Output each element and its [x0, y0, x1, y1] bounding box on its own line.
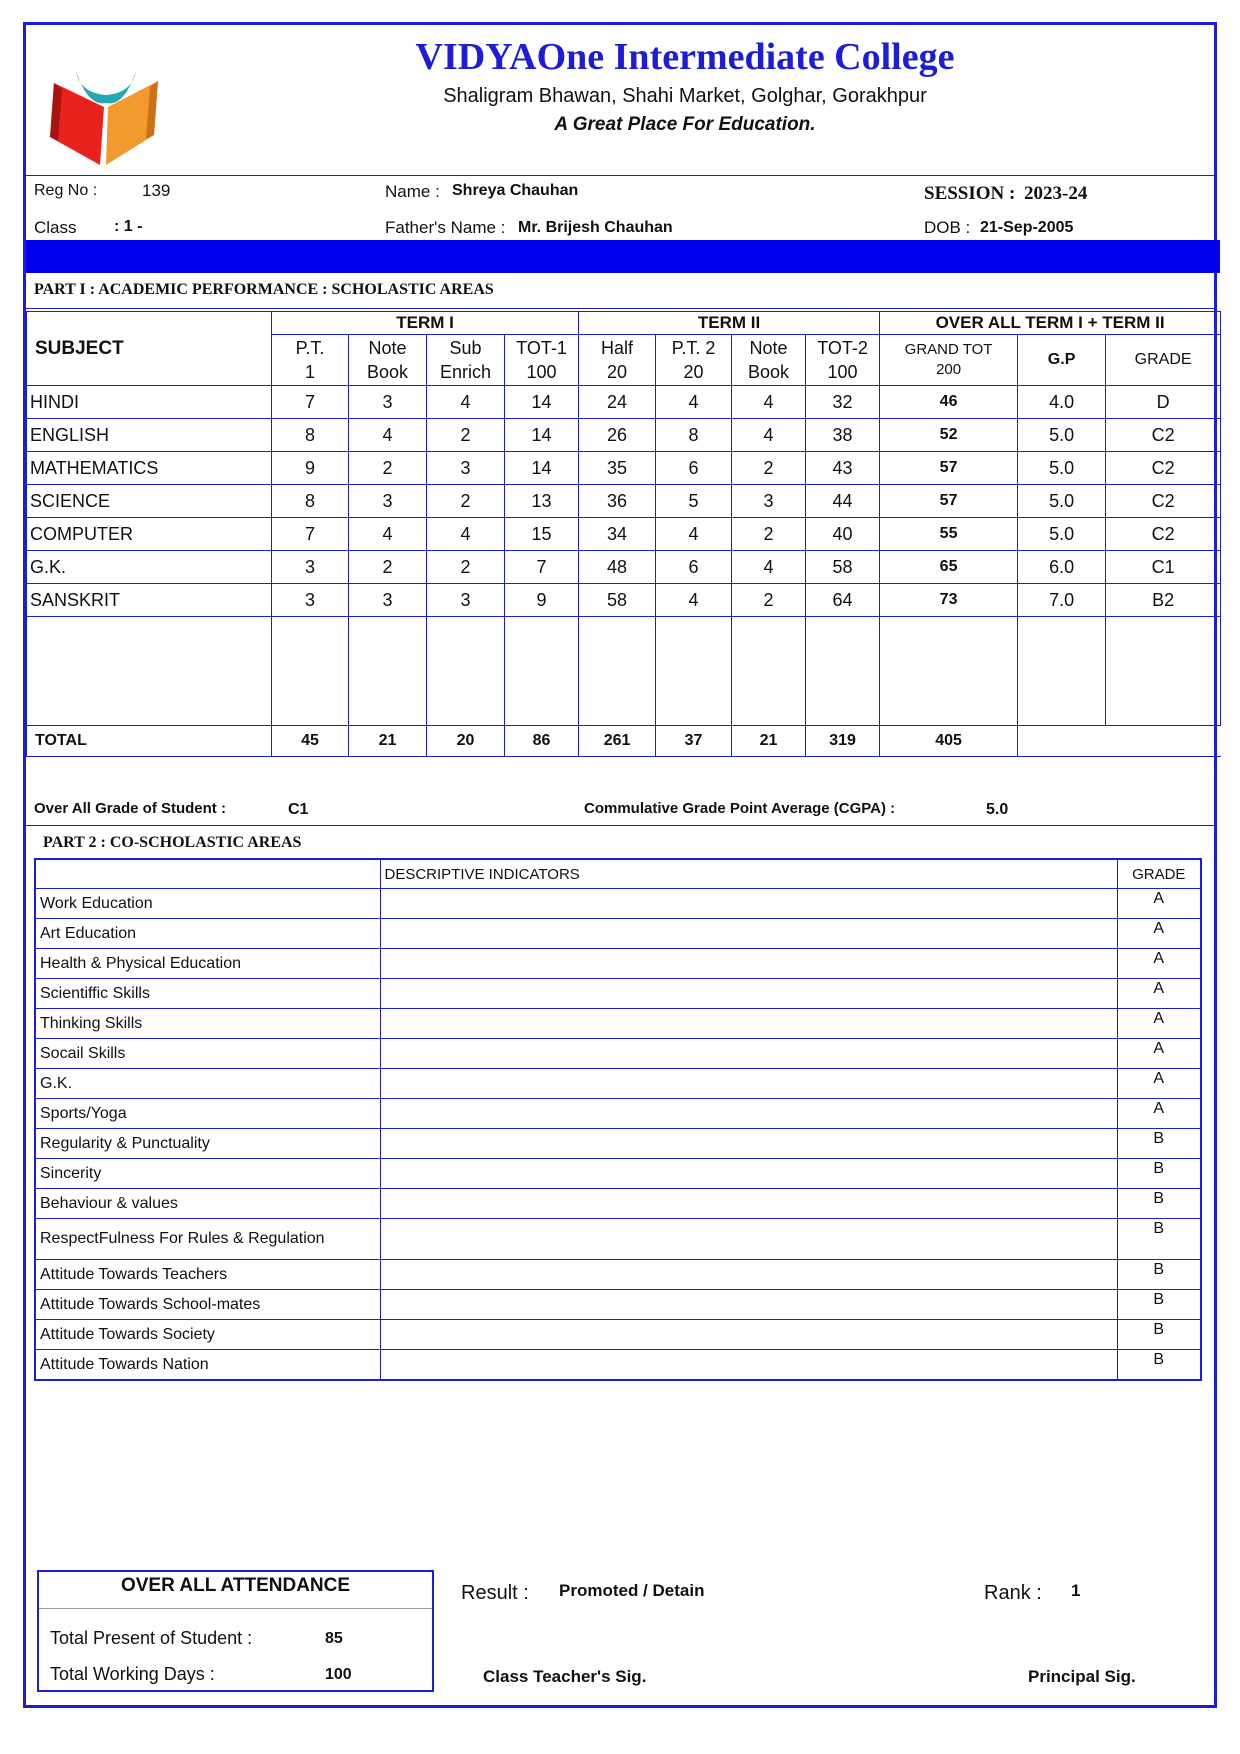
descriptive-indicator [380, 889, 1117, 919]
class-teacher-signature: Class Teacher's Sig. [483, 1667, 647, 1686]
mark-se: 2 [427, 551, 505, 584]
mark-pt1: 9 [272, 452, 349, 485]
college-name: VIDYAOne Intermediate College [415, 36, 955, 78]
mark-grade: C2 [1106, 518, 1221, 551]
area-header [35, 859, 380, 889]
mark-gt: 73 [880, 584, 1018, 617]
mark-pt2: 4 [656, 518, 732, 551]
mark-pt2: 6 [656, 551, 732, 584]
co-scholastic-row [35, 1189, 1201, 1219]
mark-tot1: 13 [505, 485, 579, 518]
total-subenrich: 20 [427, 726, 505, 757]
class-value: : 1 - [114, 218, 143, 235]
mark-gt: 65 [880, 551, 1018, 584]
mark-nb1: 3 [349, 485, 427, 518]
mark-tot1: 14 [505, 452, 579, 485]
co-scholastic-row [35, 1099, 1201, 1129]
total-pt2: 37 [656, 726, 732, 757]
descriptive-indicator [380, 979, 1117, 1009]
mark-nb1: 4 [349, 419, 427, 452]
scholastic-table [26, 311, 1221, 757]
mark-gp: 4.0 [1018, 386, 1106, 419]
subject-row [27, 452, 1221, 485]
area-grade: A [1117, 919, 1201, 949]
overall-grade-value: C1 [288, 801, 309, 818]
descriptive-indicator [380, 949, 1117, 979]
present-value: 85 [325, 1630, 343, 1647]
mark-gt: 57 [880, 485, 1018, 518]
descriptive-indicator [380, 1290, 1117, 1320]
mark-tot2: 40 [806, 518, 880, 551]
cgpa-label: Commulative Grade Point Average (CGPA) : [584, 800, 896, 817]
area-grade: B [1117, 1290, 1201, 1320]
col-tot2: TOT-2 100 [806, 335, 880, 386]
mark-nb1: 2 [349, 551, 427, 584]
rank-value: 1 [1071, 1581, 1081, 1600]
area-name: Thinking Skills [35, 1009, 380, 1039]
mark-nb2: 2 [732, 584, 806, 617]
col-gp: G.P [1018, 335, 1106, 386]
area-grade: B [1117, 1260, 1201, 1290]
divider [39, 1608, 432, 1609]
subject-row [27, 551, 1221, 584]
area-grade: A [1117, 979, 1201, 1009]
area-grade: A [1117, 1009, 1201, 1039]
area-name: Health & Physical Education [35, 949, 380, 979]
mark-nb2: 4 [732, 551, 806, 584]
total-empty [1018, 726, 1221, 757]
mark-se: 2 [427, 419, 505, 452]
mark-pt1: 7 [272, 386, 349, 419]
mark-tot2: 32 [806, 386, 880, 419]
area-grade: B [1117, 1159, 1201, 1189]
area-name: Sports/Yoga [35, 1099, 380, 1129]
subject-name: SCIENCE [27, 485, 272, 518]
area-grade: A [1117, 1069, 1201, 1099]
divider [26, 175, 1214, 176]
mark-nb1: 2 [349, 452, 427, 485]
mark-pt2: 6 [656, 452, 732, 485]
mark-tot1: 14 [505, 386, 579, 419]
mark-se: 4 [427, 386, 505, 419]
working-value: 100 [325, 1666, 352, 1683]
subject-name: G.K. [27, 551, 272, 584]
mark-se: 4 [427, 518, 505, 551]
student-name: Shreya Chauhan [452, 182, 579, 199]
overall-grade-label: Over All Grade of Student : [34, 800, 226, 817]
subject-name: HINDI [27, 386, 272, 419]
mark-nb2: 2 [732, 518, 806, 551]
mark-nb1: 4 [349, 518, 427, 551]
co-scholastic-row [35, 1039, 1201, 1069]
area-grade: B [1117, 1320, 1201, 1350]
area-name: RespectFulness For Rules & Regulation [35, 1219, 380, 1260]
session-label: SESSION : [924, 183, 1016, 204]
subject-row [27, 584, 1221, 617]
total-notebook1: 21 [349, 726, 427, 757]
divider [26, 308, 1214, 309]
mark-gt: 57 [880, 452, 1018, 485]
descriptive-indicator [380, 1260, 1117, 1290]
reg-label: Reg No : [34, 182, 98, 199]
co-scholastic-row [35, 1350, 1201, 1381]
mark-gp: 7.0 [1018, 584, 1106, 617]
term2-header: TERM II [579, 312, 880, 335]
co-scholastic-row [35, 1159, 1201, 1189]
descriptive-indicator [380, 1129, 1117, 1159]
mark-gt: 46 [880, 386, 1018, 419]
subject-row [27, 518, 1221, 551]
mark-grade: D [1106, 386, 1221, 419]
descriptive-indicator [380, 1099, 1117, 1129]
area-name: Sincerity [35, 1159, 380, 1189]
college-tagline: A Great Place For Education. [554, 114, 816, 135]
col-notebook2: Note Book [732, 335, 806, 386]
mark-half: 48 [579, 551, 656, 584]
result-value: Promoted / Detain [559, 1581, 705, 1600]
attendance-title: OVER ALL ATTENDANCE [120, 1575, 351, 1596]
mark-pt1: 8 [272, 419, 349, 452]
mark-tot2: 44 [806, 485, 880, 518]
col-pt1: P.T. 1 [272, 335, 349, 386]
area-grade: B [1117, 1350, 1201, 1381]
mark-grade: C2 [1106, 452, 1221, 485]
area-name: Socail Skills [35, 1039, 380, 1069]
mark-gp: 5.0 [1018, 485, 1106, 518]
co-scholastic-row [35, 919, 1201, 949]
mark-grade: B2 [1106, 584, 1221, 617]
co-scholastic-row [35, 1129, 1201, 1159]
subject-name: MATHEMATICS [27, 452, 272, 485]
mark-gp: 5.0 [1018, 518, 1106, 551]
area-grade: B [1117, 1129, 1201, 1159]
descriptive-indicator [380, 1009, 1117, 1039]
mark-pt2: 8 [656, 419, 732, 452]
descriptive-indicator [380, 1039, 1117, 1069]
col-grandtot: GRAND TOT 200 [880, 335, 1018, 386]
total-half: 261 [579, 726, 656, 757]
mark-tot1: 7 [505, 551, 579, 584]
mark-tot1: 15 [505, 518, 579, 551]
mark-nb2: 2 [732, 452, 806, 485]
mark-half: 24 [579, 386, 656, 419]
mark-pt1: 7 [272, 518, 349, 551]
total-row [27, 726, 1221, 757]
mark-half: 35 [579, 452, 656, 485]
area-name: Scientiffic Skills [35, 979, 380, 1009]
co-scholastic-table [34, 858, 1202, 1381]
total-label: TOTAL [27, 726, 272, 757]
area-name: Attitude Towards Society [35, 1320, 380, 1350]
area-name: Work Education [35, 889, 380, 919]
report-card [23, 22, 1217, 1708]
working-label: Total Working Days : [50, 1664, 215, 1684]
descriptive-indicator [380, 1189, 1117, 1219]
area-name: G.K. [35, 1069, 380, 1099]
session-value: 2023-24 [1024, 183, 1088, 204]
mark-half: 58 [579, 584, 656, 617]
term1-header: TERM I [272, 312, 579, 335]
area-grade: B [1117, 1189, 1201, 1219]
father-name: Mr. Brijesh Chauhan [518, 219, 673, 236]
subject-name: SANSKRIT [27, 584, 272, 617]
area-name: Attitude Towards Teachers [35, 1260, 380, 1290]
subject-header: SUBJECT [27, 312, 272, 386]
descriptive-indicator [380, 1350, 1117, 1381]
area-name: Attitude Towards Nation [35, 1350, 380, 1381]
mark-nb2: 4 [732, 419, 806, 452]
descriptive-indicator [380, 1219, 1117, 1260]
part1-title: PART I : ACADEMIC PERFORMANCE : SCHOLASTIC AREAS [34, 281, 494, 298]
total-pt1: 45 [272, 726, 349, 757]
co-scholastic-row [35, 1069, 1201, 1099]
total-tot1: 86 [505, 726, 579, 757]
mark-tot2: 43 [806, 452, 880, 485]
area-grade: B [1117, 1219, 1201, 1260]
mark-se: 3 [427, 584, 505, 617]
mark-pt1: 3 [272, 551, 349, 584]
college-address: Shaligram Bhawan, Shahi Market, Golghar, Gorakhpur [443, 85, 927, 107]
mark-half: 36 [579, 485, 656, 518]
mark-half: 34 [579, 518, 656, 551]
area-grade: A [1117, 889, 1201, 919]
mark-grade: C2 [1106, 485, 1221, 518]
mark-se: 2 [427, 485, 505, 518]
father-label: Father's Name : [385, 218, 506, 237]
col-notebook1: Note Book [349, 335, 427, 386]
mark-nb1: 3 [349, 584, 427, 617]
cgpa-value: 5.0 [986, 801, 1009, 818]
mark-pt2: 5 [656, 485, 732, 518]
col-grade: GRADE [1106, 335, 1221, 386]
subject-name: COMPUTER [27, 518, 272, 551]
mark-nb1: 3 [349, 386, 427, 419]
mark-grade: C2 [1106, 419, 1221, 452]
co-scholastic-row [35, 979, 1201, 1009]
overall-header: OVER ALL TERM I + TERM II [880, 312, 1221, 335]
present-label: Total Present of Student : [50, 1628, 253, 1648]
name-label: Name : [385, 182, 440, 201]
total-tot2: 319 [806, 726, 880, 757]
co-scholastic-row [35, 949, 1201, 979]
descriptive-indicator [380, 919, 1117, 949]
subject-row [27, 485, 1221, 518]
mark-gp: 5.0 [1018, 419, 1106, 452]
mark-pt2: 4 [656, 386, 732, 419]
mark-gp: 5.0 [1018, 452, 1106, 485]
result-label: Result : [461, 1582, 529, 1604]
area-name: Regularity & Punctuality [35, 1129, 380, 1159]
subject-row [27, 386, 1221, 419]
mark-tot1: 14 [505, 419, 579, 452]
divider [26, 825, 1214, 826]
mark-se: 3 [427, 452, 505, 485]
co-scholastic-row [35, 1009, 1201, 1039]
blank-row [27, 617, 1221, 726]
grade-header: GRADE [1117, 859, 1201, 889]
mark-pt1: 3 [272, 584, 349, 617]
subject-name: ENGLISH [27, 419, 272, 452]
co-scholastic-row [35, 1260, 1201, 1290]
area-name: Attitude Towards School-mates [35, 1290, 380, 1320]
mark-gp: 6.0 [1018, 551, 1106, 584]
header-bar [26, 240, 1220, 273]
area-grade: A [1117, 1039, 1201, 1069]
mark-nb2: 3 [732, 485, 806, 518]
col-pt2: P.T. 2 20 [656, 335, 732, 386]
mark-tot2: 64 [806, 584, 880, 617]
mark-tot2: 58 [806, 551, 880, 584]
mark-tot2: 38 [806, 419, 880, 452]
dob-value: 21-Sep-2005 [980, 219, 1074, 236]
mark-pt1: 8 [272, 485, 349, 518]
area-name: Art Education [35, 919, 380, 949]
co-scholastic-row [35, 1320, 1201, 1350]
mark-gt: 52 [880, 419, 1018, 452]
area-grade: A [1117, 1099, 1201, 1129]
col-tot1: TOT-1 100 [505, 335, 579, 386]
mark-grade: C1 [1106, 551, 1221, 584]
mark-tot1: 9 [505, 584, 579, 617]
co-scholastic-row [35, 1219, 1201, 1260]
class-label: Class [34, 218, 77, 237]
col-half: Half 20 [579, 335, 656, 386]
co-scholastic-row [35, 889, 1201, 919]
col-subenrich: Sub Enrich [427, 335, 505, 386]
co-scholastic-row [35, 1290, 1201, 1320]
descriptive-indicators-header: DESCRIPTIVE INDICATORS [380, 859, 1117, 889]
subject-row [27, 419, 1221, 452]
part2-title: PART 2 : CO-SCHOLASTIC AREAS [43, 834, 302, 851]
total-notebook2: 21 [732, 726, 806, 757]
reg-value: 139 [142, 181, 171, 200]
descriptive-indicator [380, 1320, 1117, 1350]
rank-label: Rank : [984, 1582, 1042, 1604]
mark-nb2: 4 [732, 386, 806, 419]
descriptive-indicator [380, 1069, 1117, 1099]
area-grade: A [1117, 949, 1201, 979]
mark-pt2: 4 [656, 584, 732, 617]
descriptive-indicator [380, 1159, 1117, 1189]
area-name: Behaviour & values [35, 1189, 380, 1219]
mark-gt: 55 [880, 518, 1018, 551]
total-grandtot: 405 [880, 726, 1018, 757]
dob-label: DOB : [924, 218, 971, 237]
mark-half: 26 [579, 419, 656, 452]
attendance-box [37, 1570, 434, 1692]
principal-signature: Principal Sig. [1028, 1667, 1136, 1686]
